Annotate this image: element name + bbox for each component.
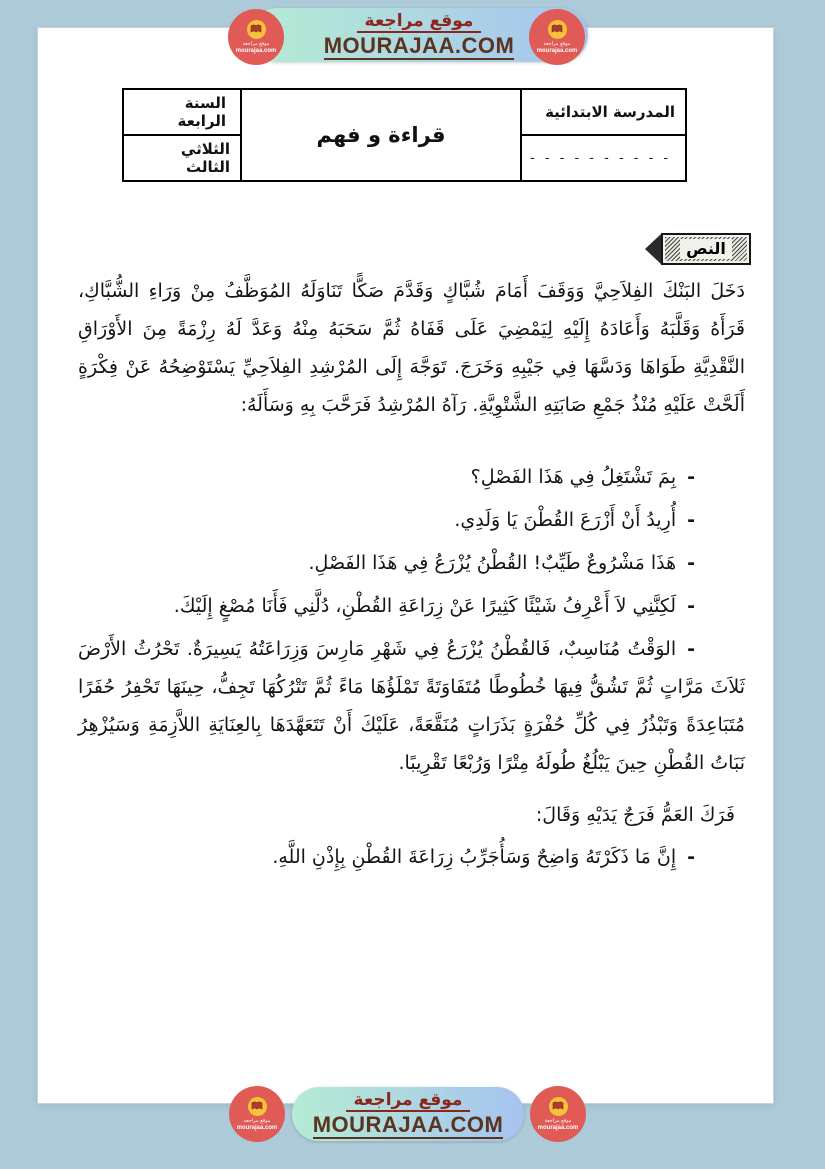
badge-title-ar: موقع مراجعة <box>243 1117 271 1124</box>
mourajaa-badge <box>530 1086 586 1142</box>
mourajaa-badge <box>529 9 585 65</box>
dialogue-item <box>78 630 745 782</box>
dash-bullet: - <box>687 595 695 617</box>
site-domain-link[interactable]: MOURAJAA.COM <box>323 32 515 58</box>
dialogue-item <box>78 544 745 582</box>
dash-bullet: - <box>687 466 695 488</box>
badge-title-ar: موقع مراجعة <box>543 40 571 47</box>
stamp-label: النص <box>680 239 732 259</box>
book-icon <box>549 1097 568 1116</box>
book-icon <box>548 20 567 39</box>
info-table <box>122 88 687 182</box>
stamp-arrow-icon <box>645 234 661 264</box>
dash-bullet: - <box>687 638 695 660</box>
mourajaa-badge <box>228 9 284 65</box>
dash-bullet: - <box>687 509 695 531</box>
badge-title-ar: موقع مراجعة <box>544 1117 572 1124</box>
narration-line: فَرَكَ العَمُّ فَرَجٌ يَدَيْهِ وَقَالَ: <box>535 804 735 826</box>
dialogue-item <box>78 838 745 876</box>
school-blank-cell: - - - - - - - - - - <box>530 150 672 166</box>
badge-domain: mourajaa.com <box>537 1124 579 1131</box>
dialogue-item <box>78 458 745 496</box>
site-domain-link[interactable]: MOURAJAA.COM <box>312 1111 504 1137</box>
term-cell: الثلاثي الثالث <box>180 140 230 176</box>
text-section-stamp <box>648 233 751 265</box>
year-cell: السنة الرابعة <box>124 90 240 136</box>
dialogue-text: أُرِيدُ أَنْ أَزْرَعَ القُطْنَ يَا وَلَدِي. <box>454 509 677 531</box>
dialogue-item <box>78 501 745 539</box>
book-icon <box>248 1097 267 1116</box>
book-icon <box>247 20 266 39</box>
dialogue-text: هَذَا مَشْرُوعٌ طَيِّبٌ! القُطْنُ يُزْرَعُ فِي هَذَا الفَصْلِ. <box>308 552 677 574</box>
subject-cell: قراءة و فهم <box>316 123 446 147</box>
dialogue-text: إِنَّ مَا ذَكَرْتَهُ وَاضِحٌ وَسَأُجَرِّبُ زِرَاعَةَ القُطْنِ بِإِذْنِ اللَّهِ. <box>272 846 677 868</box>
dialogue-text: الوَقْتُ مُنَاسِبٌ، فَالقُطْنُ يُزْرَعُ فِي شَهْرِ مَارِسَ وَزِرَاعَتُهُ يَسِيرَةٌ. تَحْرُثُ الأَرْضَ ثَلاَثَ مَرَّاتٍ ثُمَّ تَشُقُّ فِيهَا خُطُوطًا مُتَفَاوَتَةً تَمْلَؤُهَا مَاءً ثُمَّ تَتْرُكُهَا تَجِفُّ، حِينَهَا تَحْفِرُ حُفَرًا مُتَبَاعِدَةً وَتَبْذُرُ فِي كُلِّ حُفْرَةٍ بَذَرَاتٍ مُنَقَّعَةً، عَلَيْكَ أَنْ تَتَعَهَّدَهَا بِالعِنَايَةِ اللاَّزِمَةِ وَسَيُزْهِرُ نَبَاتُ القُطْنِ حِينَ يَبْلُغُ طُولَهُ مِتْرًا وَرُبْعًا تَقْرِيبًا. <box>78 638 745 774</box>
intro-paragraph: دَخَلَ البَنْكَ الفِلاَحِيَّ وَوَقَفَ أَمَامَ شُبَّاكٍ وَقَدَّمَ صَكًّا تَنَاوَلَهُ المُوَظَّفُ مِنْ وَرَاءِ الشُّبَّاكِ، قَرَأَهُ وَقَلَّبَهُ وَأَعَادَهُ إِلَيْهِ لِيَمْضِيَ عَلَى قَفَاهُ ثُمَّ سَحَبَهُ مِنْهُ وَعَدَّ لَهُ رِزْمَةً مِنَ الأَوْرَاقِ النَّقْدِيَّةِ طَوَاهَا وَدَسَّهَا فِي جَيْبِهِ وَخَرَجَ. تَوَجَّهَ إِلَى المُرْشِدِ الفِلاَحِيِّ يَسْتَوْضِحُهُ عَنْ فِكْرَةٍ أَلَحَّتْ عَلَيْهِ مُنْذُ جَمْعِ صَابَتِهِ الشَّتْوِيَّةِ. رَآهُ المُرْشِدُ فَرَحَّبَ بِهِ وَسَأَلَهُ: <box>78 280 745 416</box>
badge-domain: mourajaa.com <box>235 47 277 54</box>
badge-domain: mourajaa.com <box>236 1124 278 1131</box>
mourajaa-badge <box>229 1086 285 1142</box>
table-col-school <box>522 90 685 180</box>
site-title-arabic[interactable]: موقع مراجعة <box>346 1090 471 1112</box>
dialogue-text: بِمَ تَشْتَغِلُ فِي هَذَا الفَصْلِ؟ <box>470 466 677 488</box>
document-page <box>38 28 773 1103</box>
dialogue-item <box>78 587 745 625</box>
dialogue-text: لَكِنَّنِي لاَ أَعْرِفُ شَيْئًا كَثِيرًا عَنْ زِرَاعَةِ القُطْنِ، دُلَّنِي فَأَنَا مُصْغٍ إِلَيْكَ. <box>173 595 677 617</box>
reading-passage <box>78 272 745 881</box>
site-title-arabic[interactable]: موقع مراجعة <box>357 11 482 33</box>
dash-bullet: - <box>687 552 695 574</box>
stamp-frame <box>661 233 751 265</box>
site-banner-footer[interactable] <box>292 1087 524 1141</box>
school-name-cell: المدرسة الابتدائية <box>522 90 685 136</box>
table-col-year <box>124 90 240 180</box>
dash-bullet: - <box>687 846 695 868</box>
badge-domain: mourajaa.com <box>536 47 578 54</box>
table-col-subject <box>240 90 522 180</box>
badge-title-ar: موقع مراجعة <box>242 40 270 47</box>
